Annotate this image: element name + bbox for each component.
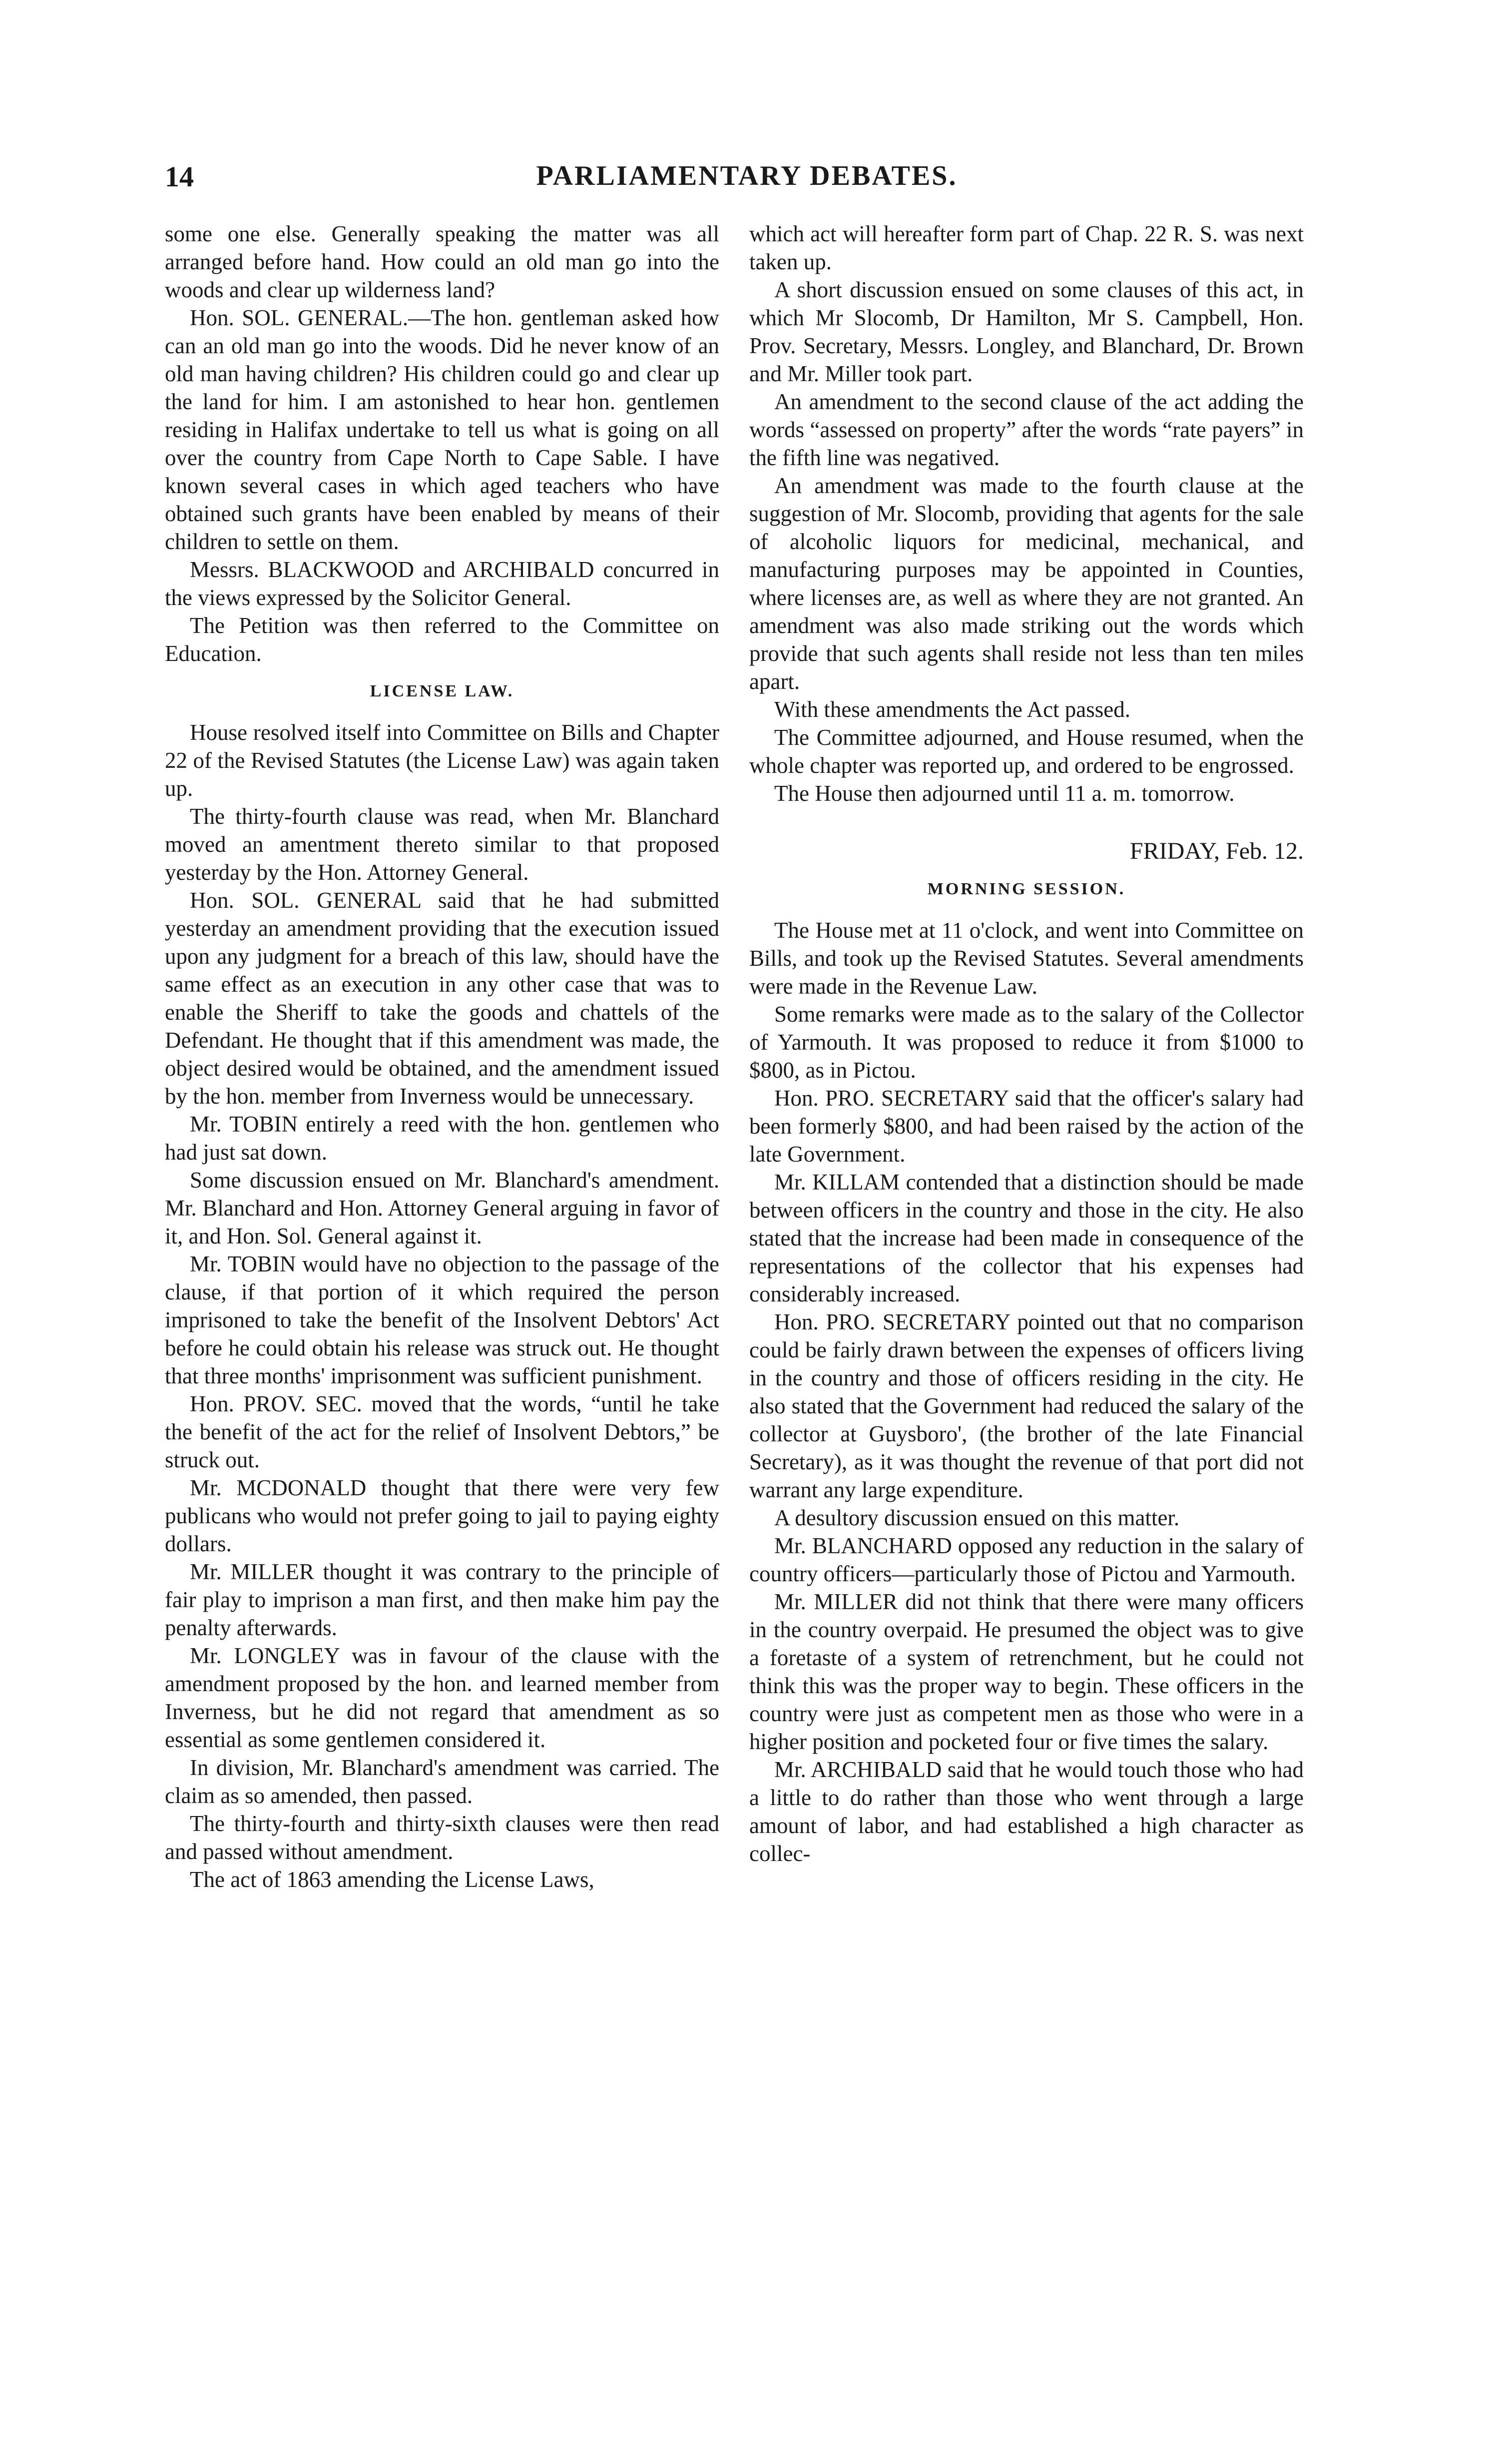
paragraph: The House then adjourned until 11 a. m. tomorrow.	[774, 781, 1235, 806]
paragraph: which act will hereafter form part of Chap. 22 R. S. was next taken up.	[749, 221, 1304, 274]
session-date: FRIDAY, Feb. 12.	[1129, 838, 1304, 864]
paragraph: Mr. ARCHIBALD said that he would touch those who had a little to do rather than those who went through a large amount of labor, and had established a high character as collec-	[749, 1757, 1304, 1866]
paragraph: A short discussion ensued on some clauses of this act, in which Mr Slocomb, Dr Hamilton, Mr S. Campbell, Hon. Prov. Secretary, Messrs. Longley, and Blanchard, Dr. Brown and Mr. Miller took part.	[749, 277, 1304, 386]
paragraph: some one else. Generally speaking the matter was all arranged before hand. How could an old man go into the woods and clear up wilderness land?	[165, 221, 719, 302]
running-head: PARLIAMENTARY DEBATES.	[536, 160, 958, 191]
paragraph: Mr. TOBIN would have no objection to the passage of the clause, if that portion of it which required the person imprisoned to take the benefit of the Insolvent Debtors' Act before he could obtain his release was struck out. He thought that three months' imprisonment was sufficient punishment.	[165, 1251, 719, 1388]
paragraph: Mr. MCDONALD thought that there were very few publicans who would not prefer going to jail to paying eighty dollars.	[165, 1475, 719, 1556]
paragraph: Hon. SOL. GENERAL.—The hon. gentleman asked how can an old man go into the woods. Did he never know of an old man having children? His children could go and clear up the land for him. I am astonished to hear hon. gentlemen residing in Halifax undertake to tell us what is going on all over the country from Cape North to Cape Sable. I have known several cases in which aged teachers who have obtained such grants have been enabled by means of their children to settle on them.	[165, 305, 719, 554]
left-column	[165, 220, 719, 1893]
paragraph: Hon. PRO. SECRETARY pointed out that no comparison could be fairly drawn between the expenses of officers living in the country and those of officers residing in the city. He also stated that the Government had reduced the salary of the collector at Guysboro', (the brother of the late Financial Secretary), as it was thought the revenue of that port did not warrant any large expenditure.	[749, 1309, 1304, 1502]
paragraph: Some remarks were made as to the salary of the Collector of Yarmouth. It was proposed to reduce it from $1000 to $800, as in Pictou.	[749, 1002, 1304, 1083]
paragraph: Some discussion ensued on Mr. Blanchard's amendment. Mr. Blanchard and Hon. Attorney General arguing in favor of it, and Hon. Sol. General against it.	[165, 1168, 719, 1248]
paragraph: Mr. KILLAM contended that a distinction should be made between officers in the country and those in the city. He also stated that the increase had been made in consequence of the representations of the collector that his expenses had considerably increased.	[749, 1170, 1304, 1306]
paragraph: Mr. BLANCHARD opposed any reduction in the salary of country officers—particularly those of Pictou and Yarmouth.	[749, 1533, 1304, 1586]
paragraph: Mr. MILLER did not think that there were many officers in the country overpaid. He presumed the object was to give a foretaste of a system of retrenchment, but he could not think this was the proper way to begin. These officers in the country were just as competent men as those who were in a higher position and pocketed four or five times the salary.	[749, 1589, 1304, 1754]
paragraph: Messrs. BLACKWOOD and ARCHIBALD concurred in the views expressed by the Solicitor General.	[165, 557, 719, 610]
paragraph: An amendment to the second clause of the act adding the words “assessed on property” after the words “rate payers” in the fifth line was negatived.	[749, 389, 1304, 470]
paragraph: Hon. PRO. SECRETARY said that the officer's salary had been formerly $800, and had been raised by the action of the late Government.	[749, 1086, 1304, 1167]
paragraph: The House met at 11 o'clock, and went into Committee on Bills, and took up the Revised Statutes. Several amendments were made in the Revenue Law.	[749, 918, 1304, 999]
paragraph: An amendment was made to the fourth clause at the suggestion of Mr. Slocomb, providing that agents for the sale of alcoholic liquors for medicinal, mechanical, and manufacturing purposes may be appointed in Counties, where licenses are, as well as where they are not granted. An amendment was also made striking out the words which provide that such agents shall reside not less than ten miles apart.	[749, 473, 1304, 694]
section-heading: MORNING SESSION.	[927, 880, 1126, 898]
section-heading: LICENSE LAW.	[370, 682, 514, 700]
paragraph: The Petition was then referred to the Committee on Education.	[165, 613, 719, 666]
paragraph: With these amendments the Act passed.	[774, 697, 1131, 722]
paragraph: A desultory discussion ensued on this matter.	[774, 1505, 1180, 1530]
paragraph: The thirty-fourth and thirty-sixth clauses were then read and passed without amendment.	[165, 1811, 719, 1864]
paragraph: Mr. MILLER thought it was contrary to the principle of fair play to imprison a man first, and then make him pay the penalty afterwards.	[165, 1559, 719, 1640]
paragraph: Hon. PROV. SEC. moved that the words, “until he take the benefit of the act for the relief of Insolvent Debtors,” be struck out.	[165, 1391, 719, 1472]
paragraph: Hon. SOL. GENERAL said that he had submitted yesterday an amendment providing that the execution issued upon any judgment for a breach of this law, should have the same effect as an execution in any other case that was to enable the Sheriff to take the goods and chattels of the Defendant. He thought that if this amendment was made, the object desired would be obtained, and the amendment issued by the hon. member from Inverness would be unnecessary.	[165, 888, 719, 1109]
page-header	[165, 160, 1329, 200]
paragraph: Mr. LONGLEY was in favour of the clause with the amendment proposed by the hon. and learned member from Inverness, but he did not regard that amendment as so essential as some gentlemen considered it.	[165, 1643, 719, 1752]
page-number: 14	[165, 160, 194, 193]
paragraph: Mr. TOBIN entirely a reed with the hon. gentlemen who had just sat down.	[165, 1112, 719, 1165]
paragraph: The act of 1863 amending the License Laws,	[190, 1867, 594, 1892]
paragraph: In division, Mr. Blanchard's amendment was carried. The claim as so amended, then passed.	[165, 1755, 719, 1808]
paragraph: The thirty-fourth clause was read, when Mr. Blanchard moved an amentment thereto similar to that proposed yesterday by the Hon. Attorney General.	[165, 804, 719, 885]
right-column	[749, 220, 1304, 1867]
paragraph: House resolved itself into Committee on Bills and Chapter 22 of the Revised Statutes (the License Law) was again taken up.	[165, 720, 719, 801]
paragraph: The Committee adjourned, and House resumed, when the whole chapter was reported up, and ordered to be engrossed.	[749, 725, 1304, 778]
